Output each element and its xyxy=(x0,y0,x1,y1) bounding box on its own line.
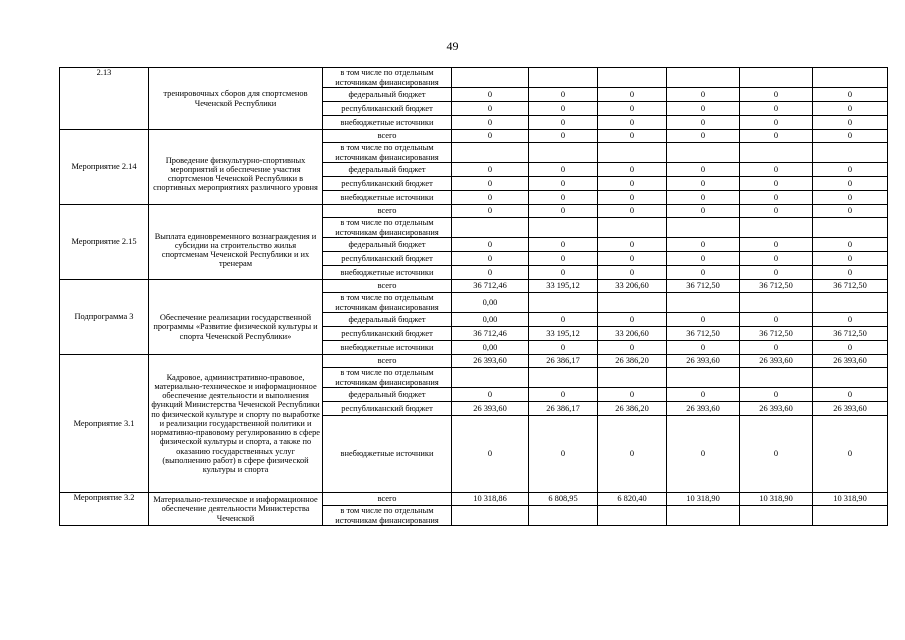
value-cell: 26 393,60 xyxy=(452,402,529,416)
value-cell: 0 xyxy=(452,88,529,102)
value-cell: 0 xyxy=(740,205,813,218)
value-cell: 0 xyxy=(813,177,888,191)
value-cell xyxy=(598,218,667,238)
value-cell: 0 xyxy=(529,88,598,102)
value-cell: 0 xyxy=(598,238,667,252)
funding-source: внебюджетные источники xyxy=(323,266,452,280)
value-cell: 0 xyxy=(598,177,667,191)
value-cell: 0 xyxy=(598,388,667,402)
value-cell: 0 xyxy=(667,313,740,327)
funding-source: в том числе по отдельным источникам финансирования xyxy=(323,68,452,88)
value-cell: 0 xyxy=(452,102,529,116)
value-cell: 26 393,60 xyxy=(667,355,740,368)
value-cell: 0 xyxy=(667,205,740,218)
value-cell: 0 xyxy=(598,416,667,493)
value-cell: 0 xyxy=(740,102,813,116)
value-cell: 0 xyxy=(452,388,529,402)
program-name: Кадровое, административно-правовое, материально-техническое и информационное обеспечение деятельности и выполнения функций Министерства Чеченской Республики по физической культуре и спорту по выработке и реализации государственной политики и нормативно-правовому регулированию в сфере физической культуры и спорта, а также по оказанию государственных услуг (выполнению работ) в сфере физической культуры и спорта xyxy=(149,355,323,493)
value-cell: 0 xyxy=(813,416,888,493)
table-row xyxy=(60,355,888,368)
value-cell: 26 393,60 xyxy=(452,355,529,368)
funding-source: в том числе по отдельным источникам финансирования xyxy=(323,506,452,526)
value-cell: 36 712,50 xyxy=(740,280,813,293)
value-cell: 0 xyxy=(529,205,598,218)
value-cell: 0 xyxy=(813,238,888,252)
value-cell: 0 xyxy=(667,130,740,143)
value-cell: 0,00 xyxy=(452,341,529,355)
value-cell xyxy=(452,218,529,238)
program-code: Подпрограмма 3 xyxy=(60,280,149,355)
value-cell: 0 xyxy=(452,163,529,177)
value-cell: 0 xyxy=(667,416,740,493)
value-cell: 33 206,60 xyxy=(598,327,667,341)
value-cell xyxy=(529,218,598,238)
value-cell: 0 xyxy=(813,130,888,143)
value-cell: 0 xyxy=(452,238,529,252)
value-cell: 0 xyxy=(452,416,529,493)
value-cell: 0 xyxy=(813,388,888,402)
value-cell: 0 xyxy=(813,341,888,355)
value-cell: 0 xyxy=(529,177,598,191)
value-cell xyxy=(598,368,667,388)
value-cell: 0 xyxy=(667,163,740,177)
value-cell xyxy=(813,143,888,163)
value-cell: 0 xyxy=(740,266,813,280)
value-cell: 0,00 xyxy=(452,313,529,327)
value-cell xyxy=(452,368,529,388)
value-cell xyxy=(813,68,888,88)
value-cell: 0 xyxy=(452,177,529,191)
value-cell: 0 xyxy=(598,116,667,130)
value-cell: 0 xyxy=(740,313,813,327)
value-cell xyxy=(667,143,740,163)
funding-source: внебюджетные источники xyxy=(323,341,452,355)
table-row xyxy=(60,280,888,293)
value-cell: 0 xyxy=(529,416,598,493)
value-cell: 0 xyxy=(529,341,598,355)
funding-source: федеральный бюджет xyxy=(323,163,452,177)
value-cell xyxy=(452,506,529,526)
value-cell: 0 xyxy=(740,163,813,177)
program-name: Материально-техническое и информационное обеспечение деятельности Министерства Чеченской xyxy=(149,493,323,526)
program-name: Выплата единовременного вознаграждения и субсидии на строительство жилья спортсменам Чеченской Республики и их тренерам xyxy=(149,205,323,280)
value-cell: 0 xyxy=(740,416,813,493)
value-cell: 0 xyxy=(529,191,598,205)
value-cell: 0 xyxy=(667,341,740,355)
value-cell: 0 xyxy=(452,191,529,205)
value-cell xyxy=(740,368,813,388)
value-cell: 0 xyxy=(740,388,813,402)
value-cell: 0 xyxy=(813,102,888,116)
value-cell: 0 xyxy=(529,313,598,327)
value-cell: 33 195,12 xyxy=(529,280,598,293)
value-cell xyxy=(813,293,888,313)
value-cell: 36 712,50 xyxy=(813,280,888,293)
value-cell: 36 712,50 xyxy=(667,280,740,293)
value-cell: 26 386,20 xyxy=(598,355,667,368)
value-cell xyxy=(667,68,740,88)
value-cell xyxy=(452,143,529,163)
table-row xyxy=(60,68,888,88)
budget-table-body xyxy=(60,68,888,526)
funding-source: республиканский бюджет xyxy=(323,327,452,341)
funding-source: федеральный бюджет xyxy=(323,238,452,252)
value-cell: 0 xyxy=(529,252,598,266)
value-cell: 0 xyxy=(667,252,740,266)
value-cell: 26 386,17 xyxy=(529,402,598,416)
value-cell xyxy=(529,506,598,526)
value-cell: 0 xyxy=(740,130,813,143)
value-cell: 6 820,40 xyxy=(598,493,667,506)
value-cell: 0 xyxy=(452,116,529,130)
value-cell: 0 xyxy=(529,388,598,402)
value-cell: 10 318,90 xyxy=(740,493,813,506)
funding-source: республиканский бюджет xyxy=(323,177,452,191)
value-cell xyxy=(740,143,813,163)
value-cell: 0 xyxy=(667,116,740,130)
value-cell: 0 xyxy=(667,238,740,252)
funding-source: всего xyxy=(323,355,452,368)
value-cell xyxy=(598,143,667,163)
value-cell xyxy=(452,68,529,88)
value-cell: 0 xyxy=(598,130,667,143)
value-cell: 0 xyxy=(740,238,813,252)
value-cell: 0 xyxy=(813,163,888,177)
funding-source: внебюджетные источники xyxy=(323,116,452,130)
value-cell: 0 xyxy=(740,116,813,130)
value-cell xyxy=(529,143,598,163)
value-cell: 0 xyxy=(529,266,598,280)
value-cell: 26 386,17 xyxy=(529,355,598,368)
table-row xyxy=(60,493,888,506)
value-cell: 0 xyxy=(598,313,667,327)
funding-source: всего xyxy=(323,493,452,506)
value-cell xyxy=(667,293,740,313)
value-cell: 0 xyxy=(740,177,813,191)
value-cell: 0 xyxy=(598,191,667,205)
funding-source: внебюджетные источники xyxy=(323,191,452,205)
value-cell: 0 xyxy=(813,313,888,327)
value-cell xyxy=(529,68,598,88)
value-cell: 36 712,50 xyxy=(740,327,813,341)
value-cell: 0 xyxy=(529,163,598,177)
funding-source: республиканский бюджет xyxy=(323,102,452,116)
value-cell: 0 xyxy=(598,341,667,355)
program-name: Проведение физкультурно-спортивных мероприятий и обеспечение участия спортсменов Чеченской Республики в спортивных мероприятиях различного уровня xyxy=(149,130,323,205)
value-cell: 36 712,46 xyxy=(452,327,529,341)
value-cell: 0 xyxy=(598,252,667,266)
budget-table xyxy=(59,67,888,526)
value-cell xyxy=(740,506,813,526)
value-cell xyxy=(740,218,813,238)
value-cell xyxy=(740,293,813,313)
value-cell: 26 393,60 xyxy=(740,402,813,416)
funding-source: всего xyxy=(323,280,452,293)
value-cell: 0 xyxy=(452,130,529,143)
funding-source: федеральный бюджет xyxy=(323,88,452,102)
value-cell: 0 xyxy=(813,205,888,218)
value-cell: 33 195,12 xyxy=(529,327,598,341)
value-cell xyxy=(813,218,888,238)
funding-source: в том числе по отдельным источникам финансирования xyxy=(323,368,452,388)
value-cell: 0 xyxy=(452,252,529,266)
program-code: Мероприятие 2.14 xyxy=(60,130,149,205)
funding-source: в том числе по отдельным источникам финансирования xyxy=(323,218,452,238)
value-cell: 10 318,90 xyxy=(813,493,888,506)
value-cell: 33 206,60 xyxy=(598,280,667,293)
value-cell: 0 xyxy=(667,177,740,191)
value-cell: 0 xyxy=(452,266,529,280)
funding-source: федеральный бюджет xyxy=(323,388,452,402)
value-cell: 0,00 xyxy=(452,293,529,313)
value-cell: 10 318,90 xyxy=(667,493,740,506)
funding-source: республиканский бюджет xyxy=(323,402,452,416)
value-cell xyxy=(598,68,667,88)
table-row xyxy=(60,130,888,143)
value-cell xyxy=(529,293,598,313)
value-cell: 0 xyxy=(529,238,598,252)
value-cell: 0 xyxy=(813,116,888,130)
program-code: Мероприятие 3.2 xyxy=(60,493,149,526)
value-cell: 26 393,60 xyxy=(813,355,888,368)
value-cell: 36 712,50 xyxy=(813,327,888,341)
value-cell xyxy=(667,368,740,388)
program-code: 2.13 xyxy=(60,68,149,130)
table-row xyxy=(60,205,888,218)
value-cell: 0 xyxy=(667,191,740,205)
page-number: 49 xyxy=(446,39,459,53)
value-cell: 0 xyxy=(813,252,888,266)
value-cell: 0 xyxy=(667,266,740,280)
value-cell xyxy=(667,506,740,526)
program-code: Мероприятие 2.15 xyxy=(60,205,149,280)
value-cell: 26 386,20 xyxy=(598,402,667,416)
value-cell xyxy=(598,293,667,313)
value-cell xyxy=(813,506,888,526)
value-cell: 0 xyxy=(813,88,888,102)
funding-source: федеральный бюджет xyxy=(323,313,452,327)
value-cell: 0 xyxy=(740,88,813,102)
funding-source: внебюджетные источники xyxy=(323,416,452,493)
program-name: Обеспечение реализации государственной программы «Развитие физической культуры и спорта Чеченской Республики» xyxy=(149,280,323,355)
value-cell: 0 xyxy=(529,116,598,130)
value-cell: 0 xyxy=(667,388,740,402)
value-cell: 0 xyxy=(813,191,888,205)
value-cell xyxy=(529,368,598,388)
value-cell: 10 318,86 xyxy=(452,493,529,506)
funding-source: республиканский бюджет xyxy=(323,252,452,266)
value-cell: 26 393,60 xyxy=(667,402,740,416)
value-cell: 26 393,60 xyxy=(813,402,888,416)
value-cell: 0 xyxy=(740,191,813,205)
value-cell xyxy=(813,368,888,388)
funding-source: в том числе по отдельным источникам финансирования xyxy=(323,293,452,313)
value-cell: 0 xyxy=(740,252,813,266)
program-code: Мероприятие 3.1 xyxy=(60,355,149,493)
value-cell: 0 xyxy=(667,102,740,116)
value-cell: 0 xyxy=(667,88,740,102)
value-cell: 0 xyxy=(529,102,598,116)
value-cell: 0 xyxy=(598,266,667,280)
value-cell: 0 xyxy=(598,205,667,218)
value-cell: 0 xyxy=(529,130,598,143)
funding-source: всего xyxy=(323,205,452,218)
value-cell: 36 712,46 xyxy=(452,280,529,293)
value-cell: 0 xyxy=(598,102,667,116)
value-cell xyxy=(598,506,667,526)
value-cell: 0 xyxy=(740,341,813,355)
value-cell xyxy=(740,68,813,88)
value-cell: 0 xyxy=(452,205,529,218)
funding-source: в том числе по отдельным источникам финансирования xyxy=(323,143,452,163)
value-cell: 0 xyxy=(813,266,888,280)
value-cell: 36 712,50 xyxy=(667,327,740,341)
value-cell xyxy=(667,218,740,238)
value-cell: 0 xyxy=(598,88,667,102)
funding-source: всего xyxy=(323,130,452,143)
value-cell: 26 393,60 xyxy=(740,355,813,368)
value-cell: 6 808,95 xyxy=(529,493,598,506)
program-name: тренировочных сборов для спортсменов Чеченской Республики xyxy=(149,68,323,130)
value-cell: 0 xyxy=(598,163,667,177)
